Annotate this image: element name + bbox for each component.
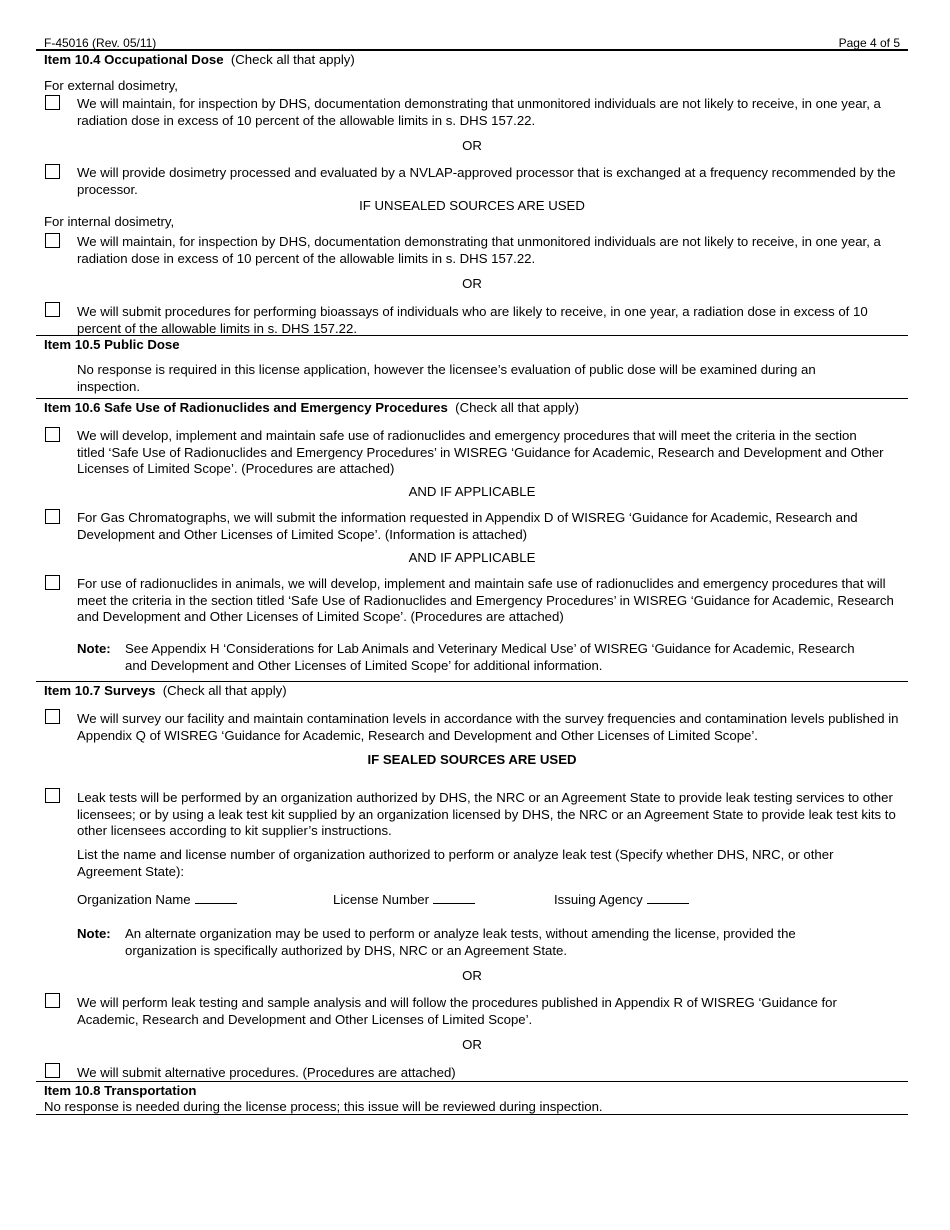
- organization-name-input[interactable]: [195, 891, 237, 904]
- int-option1-text: We will maintain, for inspection by DHS, documentation demonstrating that unmonitored individuals are not likely to receive, in one year, a radiation dose in excess of 10 percent of the allowable limits in s. DHS 157.22.: [77, 234, 881, 266]
- item-10-8-heading: [44, 1083, 196, 1100]
- note-label: Note:: [77, 926, 111, 941]
- note-text: See Appendix H ‘Considerations for Lab Animals and Veterinary Medical Use’ of WISREG ‘Guidance for Academic, Research and Development and Other Licenses of Limited Scope’ for additional information.: [125, 641, 855, 673]
- item-10-6-note: (Check all that apply): [455, 400, 580, 415]
- and-if-applicable: AND IF APPLICABLE: [408, 484, 536, 499]
- leak-test-org-checkbox[interactable]: [45, 788, 60, 803]
- ext-option2-text: We will provide dosimetry processed and evaluated by a NVLAP-approved processor that is exchanged at a frequency recommended by the processor.: [77, 165, 896, 197]
- unsealed-sources-heading: IF UNSEALED SOURCES ARE USED: [359, 198, 585, 213]
- public-dose-text: No response is required in this license application, however the licensee’s evaluation of public dose will be examined during an inspection.: [77, 362, 816, 394]
- int-option1-checkbox[interactable]: [45, 233, 60, 248]
- note-label: Note:: [77, 641, 111, 656]
- leak-test-list-instructions: List the name and license number of organization authorized to perform or analyze leak test (Specify whether DHS, NRC, or other Agreement State):: [77, 847, 834, 879]
- page-number: Page 4 of 5: [838, 36, 900, 50]
- int-option2-checkbox[interactable]: [45, 302, 60, 317]
- ext-option2-checkbox[interactable]: [45, 164, 60, 179]
- section-divider: [36, 398, 908, 399]
- item-10-4-title: Item 10.4 Occupational Dose: [44, 52, 224, 67]
- internal-dosimetry-label: For internal dosimetry,: [44, 214, 175, 229]
- leak-test-self-text: We will perform leak testing and sample analysis and will follow the procedures published in Appendix R of WISREG ‘Guidance for Academic, Research and Development and Other Licenses of Limited Scope’.: [77, 995, 837, 1027]
- leak-test-org-text: Leak tests will be performed by an organization authorized by DHS, the NRC or an Agreement State to provide leak testing services to other licensees; or by using a leak test kit supplied by an organization licensed by DHS, the NRC or an Agreement State to provide leak test kits to other licensees according to kit supplier’s instructions.: [77, 790, 896, 838]
- item-10-7-heading: [44, 683, 287, 700]
- item-10-6-heading: [44, 400, 579, 417]
- external-dosimetry-label: For external dosimetry,: [44, 78, 178, 93]
- int-option2-text: We will submit procedures for performing bioassays of individuals who are likely to receive, in one year, a radiation dose in excess of 10 percent of the allowable limits in s. DHS 157.22.: [77, 304, 868, 336]
- section-divider: [36, 681, 908, 682]
- section-divider: [36, 1114, 908, 1115]
- section-divider: [36, 1081, 908, 1082]
- license-number-label: License Number: [333, 892, 430, 907]
- item-10-4-note: (Check all that apply): [230, 52, 355, 67]
- item-10-5-title: Item 10.5 Public Dose: [44, 337, 180, 352]
- item-10-6-title: Item 10.6 Safe Use of Radionuclides and Emergency Procedures: [44, 400, 448, 415]
- ext-option1-text: We will maintain, for inspection by DHS, documentation demonstrating that unmonitored individuals are not likely to receive, in one year, a radiation dose in excess of 10 percent of the allowable limits in s. DHS 157.22.: [77, 96, 881, 128]
- item-10-4-heading: [44, 52, 355, 69]
- organization-name-field: [77, 891, 237, 909]
- and-if-applicable: AND IF APPLICABLE: [408, 550, 536, 565]
- note-text: An alternate organization may be used to perform or analyze leak tests, without amending the license, provided the organization is specifically authorized by DHS, NRC or an Agreement State.: [125, 926, 796, 958]
- transportation-text: No response is needed during the license process; this issue will be reviewed during inspection.: [44, 1099, 603, 1114]
- alternative-procedures-checkbox[interactable]: [45, 1063, 60, 1078]
- or-separator: OR: [462, 276, 482, 291]
- sealed-sources-heading: IF SEALED SOURCES ARE USED: [367, 752, 577, 767]
- organization-name-label: Organization Name: [77, 892, 191, 907]
- gas-chromatograph-text: For Gas Chromatographs, we will submit the information requested in Appendix D of WISREG ‘Guidance for Academic, Research and Development and Other Licenses of Limited Scope’. (Information is attached): [77, 510, 858, 542]
- safe-use-option1-checkbox[interactable]: [45, 427, 60, 442]
- safe-use-option1-text: We will develop, implement and maintain safe use of radionuclides and emergency procedures that will meet the criteria in the section titled ‘Safe Use of Radionuclides and Emergency Procedures’ in WISREG ‘Guidance for Academic, Research and Development and Other Licenses of Limited Scope’. (Procedures are attached): [77, 428, 884, 476]
- item-10-7-note: (Check all that apply): [162, 683, 287, 698]
- or-separator: OR: [462, 1037, 482, 1052]
- ext-option1-checkbox[interactable]: [45, 95, 60, 110]
- item-10-8-title: Item 10.8 Transportation: [44, 1083, 197, 1098]
- item-10-5-heading: [44, 337, 180, 354]
- survey-option-text: We will survey our facility and maintain contamination levels in accordance with the survey frequencies and contamination levels published in Appendix Q of WISREG ‘Guidance for Academic, Research and Development and Other Licenses of Limited Scope’.: [77, 711, 899, 743]
- alternative-procedures-text: We will submit alternative procedures. (Procedures are attached): [77, 1065, 456, 1080]
- leak-test-self-checkbox[interactable]: [45, 993, 60, 1008]
- animals-option-checkbox[interactable]: [45, 575, 60, 590]
- form-id: F-45016 (Rev. 05/11): [44, 36, 157, 50]
- appendix-h-note: [77, 641, 857, 674]
- item-10-7-title: Item 10.7 Surveys: [44, 683, 156, 698]
- survey-option-checkbox[interactable]: [45, 709, 60, 724]
- section-divider: [36, 335, 908, 336]
- issuing-agency-field: [554, 891, 689, 909]
- issuing-agency-input[interactable]: [647, 891, 689, 904]
- or-separator: OR: [462, 968, 482, 983]
- issuing-agency-label: Issuing Agency: [554, 892, 643, 907]
- header-divider: [36, 49, 908, 51]
- gas-chromatograph-checkbox[interactable]: [45, 509, 60, 524]
- or-separator: OR: [462, 138, 482, 153]
- animals-option-text: For use of radionuclides in animals, we will develop, implement and maintain safe use of radionuclides and emergency procedures that will meet the criteria in the section titled ‘Safe Use of Radionuclides and Emergency Procedures’ in WISREG ‘Guidance for Academic, Research and Development and Other Licenses of Limited Scope’. (Procedures are attached): [77, 576, 894, 624]
- license-number-field: [333, 891, 475, 909]
- license-number-input[interactable]: [433, 891, 475, 904]
- alternate-org-note: [77, 926, 847, 959]
